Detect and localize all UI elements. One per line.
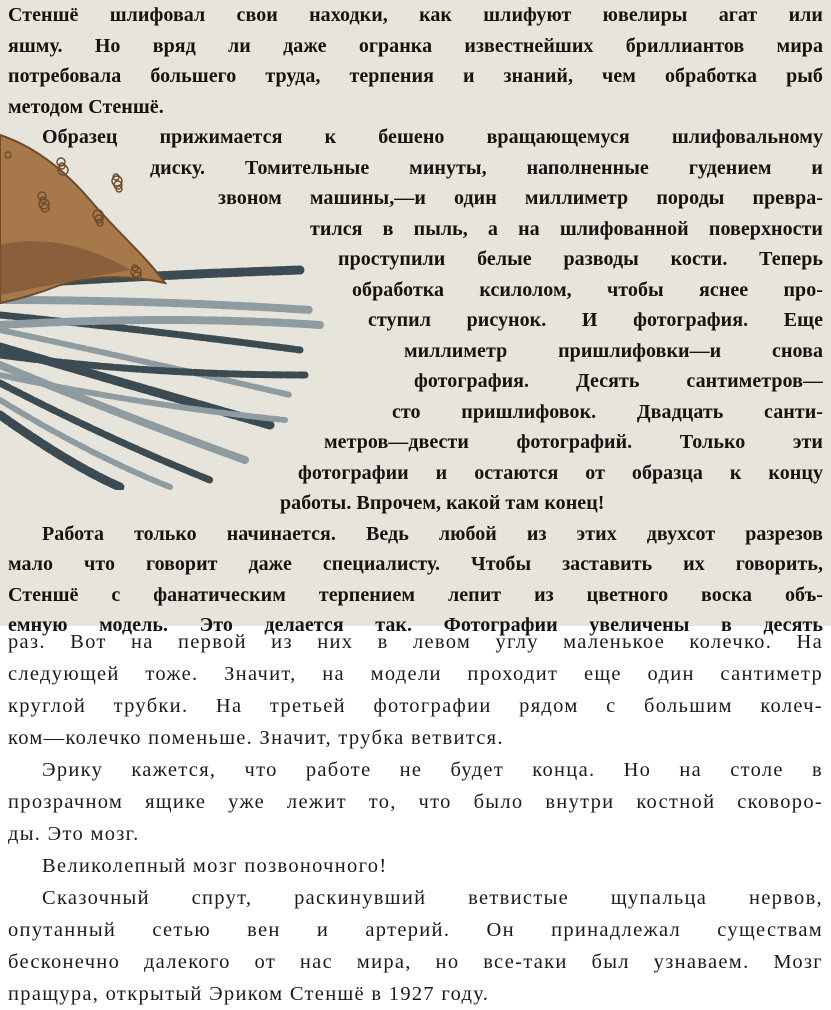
text-line: бесконечно далекого от нас мира, но все-таки был узнаваем. Мозг (8, 951, 823, 973)
text-line: Великолепный мозг позвоночного! (42, 855, 388, 877)
text-line: ды. Это мозг. (8, 823, 140, 845)
text-line: тился в пыль, а на шлифованной поверхности (310, 217, 823, 240)
lower-text-block (8, 626, 823, 1010)
text-line: круглой трубки. На третьей фотографии рядом с большим колеч- (8, 695, 823, 717)
text-line: опутанный сетью вен и артерий. Он принадлежал существам (8, 919, 823, 941)
text-line: Эрику кажется, что работе не будет конца. Но на столе в (42, 759, 823, 781)
text-line: Сказочный спрут, раскинувший ветвистые щупальца нервов, (42, 887, 823, 909)
text-line: обработка ксилолом, чтобы яснее про- (352, 278, 823, 301)
text-line: сто пришлифовок. Двадцать санти- (392, 400, 823, 423)
text-line: Стеншё шлифовал свои находки, как шлифуют ювелиры агат или (8, 4, 823, 26)
text-line: ступил рисунок. И фотография. Еще (368, 309, 823, 331)
text-line: мало что говорит даже специалисту. Чтобы заставить их говорить, (8, 553, 823, 575)
text-line: звоном машины,—и один миллиметр породы превра- (218, 187, 823, 209)
text-line: прозрачном ящике уже лежит то, что было внутри костной сковоро- (8, 791, 823, 813)
text-line: яшму. Но вряд ли даже огранка известнейших бриллиантов мира (8, 34, 823, 57)
text-line: методом Стеншё. (8, 95, 164, 118)
upper-text-block (8, 0, 823, 641)
text-line: диску. Томительные минуты, наполненные гудением и (150, 156, 823, 179)
text-line: потребовала большего труда, терпения и знаний, чем обработка рыб (8, 65, 823, 87)
text-line: проступили белые разводы кости. Теперь (338, 248, 823, 270)
text-line: метров—двести фотографий. Только эти (324, 431, 823, 453)
text-line: раз. Вот на первой из них в левом углу маленькое колечко. На (8, 631, 823, 653)
text-line: работы. Впрочем, какой там конец! (280, 492, 605, 514)
text-line: фотография. Десять сантиметров— (414, 370, 823, 392)
text-line: фотографии и остаются от образца к концу (298, 461, 823, 484)
text-line: пращура, открытый Эриком Стеншё в 1927 году. (8, 983, 490, 1005)
text-line: Работа только начинается. Ведь любой из этих двухсот разрезов (42, 522, 823, 545)
text-line: Образец прижимается к бешено вращающемуся шлифовальному (42, 126, 823, 148)
text-line: Стеншё с фанатическим терпением лепит из цветного воска объ- (8, 583, 823, 606)
text-line: ком—колечко поменьше. Значит, трубка ветвится. (8, 727, 504, 749)
text-line: следующей тоже. Значит, на модели проходит еще один сантиметр (8, 663, 823, 685)
text-line: миллиметр пришлифовки—и снова (404, 339, 823, 362)
text-line: емную модель. Это делается так. Фотографии увеличены в десять (8, 614, 823, 636)
